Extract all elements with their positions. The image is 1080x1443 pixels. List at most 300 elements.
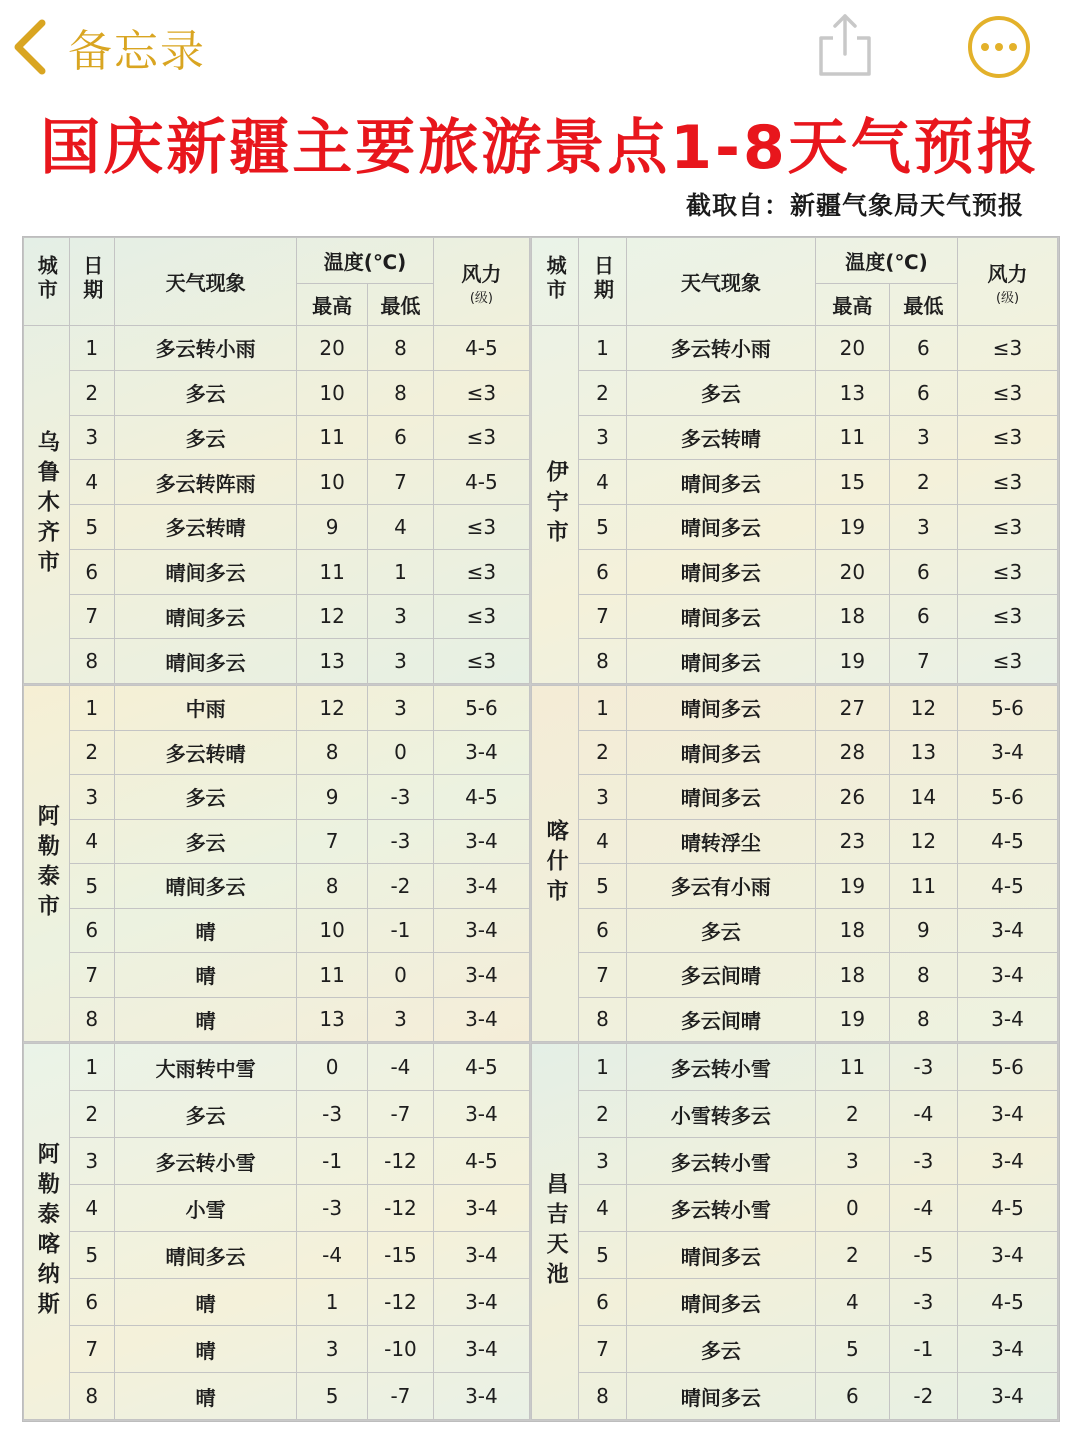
day-cell: 4 (69, 1185, 115, 1232)
day-cell: 1 (69, 326, 115, 371)
table-row (24, 415, 530, 460)
wind-cell: 5-6 (958, 775, 1058, 820)
high-temp-cell: 19 (816, 864, 890, 909)
low-temp-cell: 3 (889, 415, 957, 460)
low-temp-cell: 8 (368, 370, 434, 415)
day-cell: 4 (579, 1185, 626, 1232)
day-cell: 3 (579, 775, 626, 820)
condition-cell: 多云转小雨 (115, 326, 297, 371)
wind-cell: 3-4 (433, 730, 529, 775)
condition-cell: 晴 (115, 953, 297, 998)
day-cell: 7 (579, 953, 626, 998)
day-cell: 2 (579, 370, 626, 415)
high-temp-cell: 5 (297, 1373, 368, 1420)
table-row (532, 1044, 1058, 1091)
condition-cell: 晴间多云 (626, 460, 815, 505)
header-wind-label: 风力 (461, 261, 502, 286)
wind-cell: ≤3 (958, 370, 1058, 415)
day-cell: 6 (579, 908, 626, 953)
table-row (24, 1091, 530, 1138)
high-temp-cell: -3 (297, 1091, 368, 1138)
day-cell: 2 (69, 1091, 115, 1138)
low-temp-cell: 0 (368, 953, 434, 998)
wind-cell: 4-5 (958, 1185, 1058, 1232)
low-temp-cell: 4 (368, 505, 434, 550)
condition-cell: 晴间多云 (115, 1232, 297, 1279)
low-temp-cell: -4 (889, 1091, 957, 1138)
condition-cell: 多云转小雪 (626, 1044, 815, 1091)
condition-cell: 晴 (115, 1326, 297, 1373)
high-temp-cell: 12 (297, 594, 368, 639)
table-row (24, 1279, 530, 1326)
high-temp-cell: 19 (816, 997, 890, 1042)
low-temp-cell: -5 (889, 1232, 957, 1279)
day-cell: 1 (69, 686, 115, 731)
condition-cell: 多云转小雨 (626, 326, 815, 371)
wind-cell: ≤3 (433, 594, 529, 639)
wind-cell: 3-4 (958, 1326, 1058, 1373)
table-row (24, 908, 530, 953)
wind-cell: 4-5 (433, 775, 529, 820)
condition-cell: 晴间多云 (626, 505, 815, 550)
high-temp-cell: 8 (297, 864, 368, 909)
header-high (297, 284, 368, 326)
wind-cell: 3-4 (433, 908, 529, 953)
low-temp-cell: 3 (368, 639, 434, 684)
day-cell: 6 (69, 1279, 115, 1326)
day-cell: 4 (579, 819, 626, 864)
table-row (532, 505, 1058, 550)
header-condition (115, 238, 297, 326)
high-temp-cell: 27 (816, 686, 890, 731)
low-temp-cell: 6 (889, 370, 957, 415)
header-day-label: 日期 (590, 255, 615, 303)
day-cell: 6 (69, 908, 115, 953)
day-cell: 2 (579, 730, 626, 775)
high-temp-cell: 6 (816, 1373, 890, 1420)
low-temp-cell: -2 (368, 864, 434, 909)
low-temp-cell: -2 (889, 1373, 957, 1420)
city-name: 昌吉天池 (532, 1044, 579, 1420)
table-row (532, 953, 1058, 998)
condition-cell: 晴 (115, 908, 297, 953)
low-temp-cell: -12 (368, 1279, 434, 1326)
condition-cell: 晴间多云 (626, 775, 815, 820)
table-row (24, 1185, 530, 1232)
city-name: 喀什市 (532, 686, 579, 1042)
low-temp-cell: -3 (368, 819, 434, 864)
wind-cell: 4-5 (433, 1138, 529, 1185)
day-cell: 5 (69, 505, 115, 550)
condition-cell: 多云转晴 (115, 730, 297, 775)
header-city (532, 238, 579, 326)
table-header-row (24, 238, 530, 284)
day-cell: 1 (579, 326, 626, 371)
day-cell: 5 (69, 864, 115, 909)
header-condition-label: 天气现象 (680, 271, 761, 295)
table-row (532, 1232, 1058, 1279)
dot-icon (995, 43, 1003, 51)
wind-cell: 3-4 (433, 1232, 529, 1279)
header-city-label: 城市 (543, 255, 568, 303)
high-temp-cell: 9 (297, 775, 368, 820)
high-temp-cell: 2 (816, 1232, 890, 1279)
condition-cell: 晴间多云 (115, 639, 297, 684)
table-row (532, 460, 1058, 505)
wind-cell: 3-4 (433, 997, 529, 1042)
condition-cell: 晴间多云 (626, 730, 815, 775)
high-temp-cell: 20 (297, 326, 368, 371)
header-wind-label: 风力 (987, 261, 1028, 286)
low-temp-cell: 7 (889, 639, 957, 684)
day-cell: 3 (579, 415, 626, 460)
wind-cell: 5-6 (958, 1044, 1058, 1091)
day-cell: 4 (69, 819, 115, 864)
table-row (24, 730, 530, 775)
wind-cell: ≤3 (958, 594, 1058, 639)
wind-cell: 4-5 (958, 864, 1058, 909)
wind-cell: 3-4 (433, 953, 529, 998)
day-cell: 2 (69, 370, 115, 415)
wind-cell: 4-5 (958, 819, 1058, 864)
day-cell: 8 (579, 1373, 626, 1420)
day-cell: 7 (579, 1326, 626, 1373)
forecast-grid (22, 236, 1060, 1422)
header-condition (626, 238, 815, 326)
back-label: 备忘录 (68, 26, 206, 77)
wind-cell: 5-6 (433, 686, 529, 731)
high-temp-cell: 28 (816, 730, 890, 775)
high-temp-cell: 18 (816, 908, 890, 953)
condition-cell: 小雪转多云 (626, 1091, 815, 1138)
low-temp-cell: -10 (368, 1326, 434, 1373)
table-row (532, 549, 1058, 594)
high-temp-cell: 11 (816, 1044, 890, 1091)
day-cell: 1 (579, 686, 626, 731)
forecast-table (531, 237, 1058, 684)
low-temp-cell: 6 (889, 549, 957, 594)
wind-cell: 3-4 (433, 1185, 529, 1232)
forecast-panel (23, 237, 531, 685)
header-wind (433, 238, 529, 326)
table-row (24, 1326, 530, 1373)
day-cell: 5 (579, 505, 626, 550)
table-row (24, 639, 530, 684)
nav-bar (0, 0, 1080, 95)
low-temp-cell: 11 (889, 864, 957, 909)
table-row (532, 1279, 1058, 1326)
day-cell: 7 (579, 594, 626, 639)
high-temp-cell: 26 (816, 775, 890, 820)
low-temp-cell: -3 (889, 1138, 957, 1185)
low-temp-cell: -15 (368, 1232, 434, 1279)
forecast-table (23, 685, 530, 1042)
condition-cell: 晴间多云 (626, 1279, 815, 1326)
forecast-panel (23, 685, 531, 1043)
low-temp-cell: -3 (368, 775, 434, 820)
table-row (532, 415, 1058, 460)
condition-cell: 晴间多云 (626, 594, 815, 639)
wind-cell: 3-4 (433, 819, 529, 864)
share-button[interactable] (815, 10, 875, 80)
day-cell: 4 (579, 460, 626, 505)
wind-cell: 3-4 (433, 1091, 529, 1138)
day-cell: 2 (579, 1091, 626, 1138)
high-temp-cell: 10 (297, 370, 368, 415)
header-temperature (297, 238, 434, 284)
header-day-label: 日期 (79, 255, 104, 303)
condition-cell: 晴间多云 (115, 864, 297, 909)
day-cell: 8 (69, 639, 115, 684)
table-row (24, 953, 530, 998)
low-temp-cell: 3 (889, 505, 957, 550)
table-row (532, 1138, 1058, 1185)
more-options-button[interactable] (968, 16, 1030, 78)
wind-cell: ≤3 (433, 415, 529, 460)
wind-cell: 3-4 (433, 1373, 529, 1420)
low-temp-cell: 13 (889, 730, 957, 775)
low-temp-cell: -12 (368, 1138, 434, 1185)
day-cell: 8 (579, 997, 626, 1042)
low-temp-cell: -7 (368, 1091, 434, 1138)
dot-icon (981, 43, 989, 51)
wind-cell: 3-4 (958, 997, 1058, 1042)
high-temp-cell: 4 (816, 1279, 890, 1326)
low-temp-cell: 1 (368, 549, 434, 594)
high-temp-cell: 19 (816, 639, 890, 684)
low-temp-cell: -3 (889, 1279, 957, 1326)
low-temp-cell: 7 (368, 460, 434, 505)
low-temp-cell: 0 (368, 730, 434, 775)
city-name: 乌鲁木齐市 (24, 326, 70, 684)
day-cell: 7 (69, 953, 115, 998)
high-temp-cell: 2 (816, 1091, 890, 1138)
day-cell: 8 (69, 1373, 115, 1420)
wind-cell: 3-4 (958, 1138, 1058, 1185)
high-temp-cell: 8 (297, 730, 368, 775)
table-row (24, 864, 530, 909)
high-temp-cell: 10 (297, 460, 368, 505)
table-row (24, 775, 530, 820)
high-temp-cell: 0 (816, 1185, 890, 1232)
condition-cell: 晴间多云 (626, 1232, 815, 1279)
high-temp-cell: 7 (297, 819, 368, 864)
dot-icon (1009, 43, 1017, 51)
wind-cell: 3-4 (433, 864, 529, 909)
header-wind (958, 238, 1058, 326)
low-temp-cell: 3 (368, 686, 434, 731)
condition-cell: 多云 (626, 1326, 815, 1373)
high-temp-cell: 5 (816, 1326, 890, 1373)
low-temp-cell: 8 (368, 326, 434, 371)
high-temp-cell: 13 (297, 639, 368, 684)
wind-cell: 4-5 (958, 1279, 1058, 1326)
high-temp-cell: 12 (297, 686, 368, 731)
day-cell: 6 (579, 549, 626, 594)
table-row (24, 1044, 530, 1091)
condition-cell: 多云转晴 (115, 505, 297, 550)
table-row (532, 775, 1058, 820)
condition-cell: 多云 (115, 819, 297, 864)
forecast-table (23, 237, 530, 684)
wind-cell: 3-4 (433, 1326, 529, 1373)
low-temp-cell: -1 (368, 908, 434, 953)
wind-cell: 3-4 (958, 908, 1058, 953)
low-temp-cell: 12 (889, 819, 957, 864)
high-temp-cell: 13 (297, 997, 368, 1042)
high-temp-cell: -4 (297, 1232, 368, 1279)
header-day (579, 238, 626, 326)
wind-cell: 4-5 (433, 1044, 529, 1091)
day-cell: 2 (69, 730, 115, 775)
table-row (24, 594, 530, 639)
header-wind-unit: (级) (469, 290, 493, 306)
day-cell: 5 (579, 1232, 626, 1279)
low-temp-cell: 6 (889, 594, 957, 639)
forecast-table (531, 1043, 1058, 1420)
day-cell: 5 (579, 864, 626, 909)
header-low (889, 284, 957, 326)
condition-cell: 晴间多云 (626, 1373, 815, 1420)
wind-cell: 4-5 (433, 326, 529, 371)
condition-cell: 多云 (115, 415, 297, 460)
day-cell: 3 (69, 415, 115, 460)
high-temp-cell: 13 (816, 370, 890, 415)
condition-cell: 晴间多云 (626, 639, 815, 684)
high-temp-cell: 1 (297, 1279, 368, 1326)
city-name: 阿勒泰喀纳斯 (24, 1044, 70, 1420)
wind-cell: ≤3 (958, 326, 1058, 371)
header-low-label: 最低 (903, 294, 944, 318)
table-row (24, 370, 530, 415)
wind-cell: 3-4 (958, 1232, 1058, 1279)
low-temp-cell: -3 (889, 1044, 957, 1091)
condition-cell: 晴 (115, 1279, 297, 1326)
condition-cell: 多云间晴 (626, 953, 815, 998)
table-row (24, 686, 530, 731)
wind-cell: ≤3 (433, 370, 529, 415)
condition-cell: 晴 (115, 997, 297, 1042)
back-button[interactable] (8, 14, 206, 80)
condition-cell: 多云转小雪 (626, 1138, 815, 1185)
high-temp-cell: 23 (816, 819, 890, 864)
high-temp-cell: -1 (297, 1138, 368, 1185)
table-row (24, 819, 530, 864)
table-row (532, 639, 1058, 684)
chevron-left-icon (8, 17, 52, 77)
high-temp-cell: 11 (816, 415, 890, 460)
header-temperature-label: 温度(℃) (845, 250, 928, 274)
header-high-label: 最高 (312, 294, 353, 318)
table-row (24, 505, 530, 550)
table-row (24, 997, 530, 1042)
table-row (24, 460, 530, 505)
condition-cell: 多云 (115, 370, 297, 415)
low-temp-cell: 6 (889, 326, 957, 371)
condition-cell: 大雨转中雪 (115, 1044, 297, 1091)
wind-cell: 3-4 (958, 953, 1058, 998)
city-name: 阿勒泰市 (24, 686, 70, 1042)
low-temp-cell: 12 (889, 686, 957, 731)
condition-cell: 多云 (626, 370, 815, 415)
wind-cell: 3-4 (958, 730, 1058, 775)
forecast-table (531, 685, 1058, 1042)
share-icon (815, 10, 875, 80)
day-cell: 3 (579, 1138, 626, 1185)
table-row (532, 819, 1058, 864)
day-cell: 3 (69, 1138, 115, 1185)
wind-cell: 4-5 (433, 460, 529, 505)
high-temp-cell: 11 (297, 953, 368, 998)
condition-cell: 多云间晴 (626, 997, 815, 1042)
table-row (532, 686, 1058, 731)
header-low-label: 最低 (380, 294, 421, 318)
condition-cell: 中雨 (115, 686, 297, 731)
low-temp-cell: 9 (889, 908, 957, 953)
forecast-panel (531, 1043, 1059, 1421)
table-row (532, 908, 1058, 953)
table-row (24, 1138, 530, 1185)
wind-cell: ≤3 (958, 460, 1058, 505)
header-day (69, 238, 115, 326)
table-row (532, 594, 1058, 639)
header-city-label: 城市 (34, 255, 59, 303)
low-temp-cell: 3 (368, 594, 434, 639)
day-cell: 8 (69, 997, 115, 1042)
wind-cell: 3-4 (433, 1279, 529, 1326)
low-temp-cell: 8 (889, 997, 957, 1042)
condition-cell: 晴间多云 (115, 549, 297, 594)
table-header-row (532, 238, 1058, 284)
condition-cell: 多云 (115, 1091, 297, 1138)
high-temp-cell: 3 (816, 1138, 890, 1185)
low-temp-cell: -12 (368, 1185, 434, 1232)
condition-cell: 多云转阵雨 (115, 460, 297, 505)
wind-cell: ≤3 (433, 505, 529, 550)
table-row (24, 1373, 530, 1420)
table-row (532, 1373, 1058, 1420)
low-temp-cell: -7 (368, 1373, 434, 1420)
day-cell: 5 (69, 1232, 115, 1279)
low-temp-cell: -4 (889, 1185, 957, 1232)
low-temp-cell: 3 (368, 997, 434, 1042)
wind-cell: ≤3 (433, 639, 529, 684)
low-temp-cell: -4 (368, 1044, 434, 1091)
high-temp-cell: 11 (297, 549, 368, 594)
day-cell: 6 (579, 1279, 626, 1326)
day-cell: 7 (69, 1326, 115, 1373)
day-cell: 7 (69, 594, 115, 639)
day-cell: 3 (69, 775, 115, 820)
condition-cell: 多云 (115, 775, 297, 820)
header-temperature (816, 238, 958, 284)
page-title: 国庆新疆主要旅游景点1-8天气预报 (40, 113, 1040, 183)
high-temp-cell: -3 (297, 1185, 368, 1232)
high-temp-cell: 11 (297, 415, 368, 460)
wind-cell: ≤3 (958, 549, 1058, 594)
city-name: 伊宁市 (532, 326, 579, 684)
header-low (368, 284, 434, 326)
table-row (24, 549, 530, 594)
day-cell: 1 (579, 1044, 626, 1091)
wind-cell: 3-4 (958, 1373, 1058, 1420)
low-temp-cell: 14 (889, 775, 957, 820)
condition-cell: 多云转晴 (626, 415, 815, 460)
high-temp-cell: 20 (816, 549, 890, 594)
low-temp-cell: 6 (368, 415, 434, 460)
table-row (532, 864, 1058, 909)
low-temp-cell: 8 (889, 953, 957, 998)
